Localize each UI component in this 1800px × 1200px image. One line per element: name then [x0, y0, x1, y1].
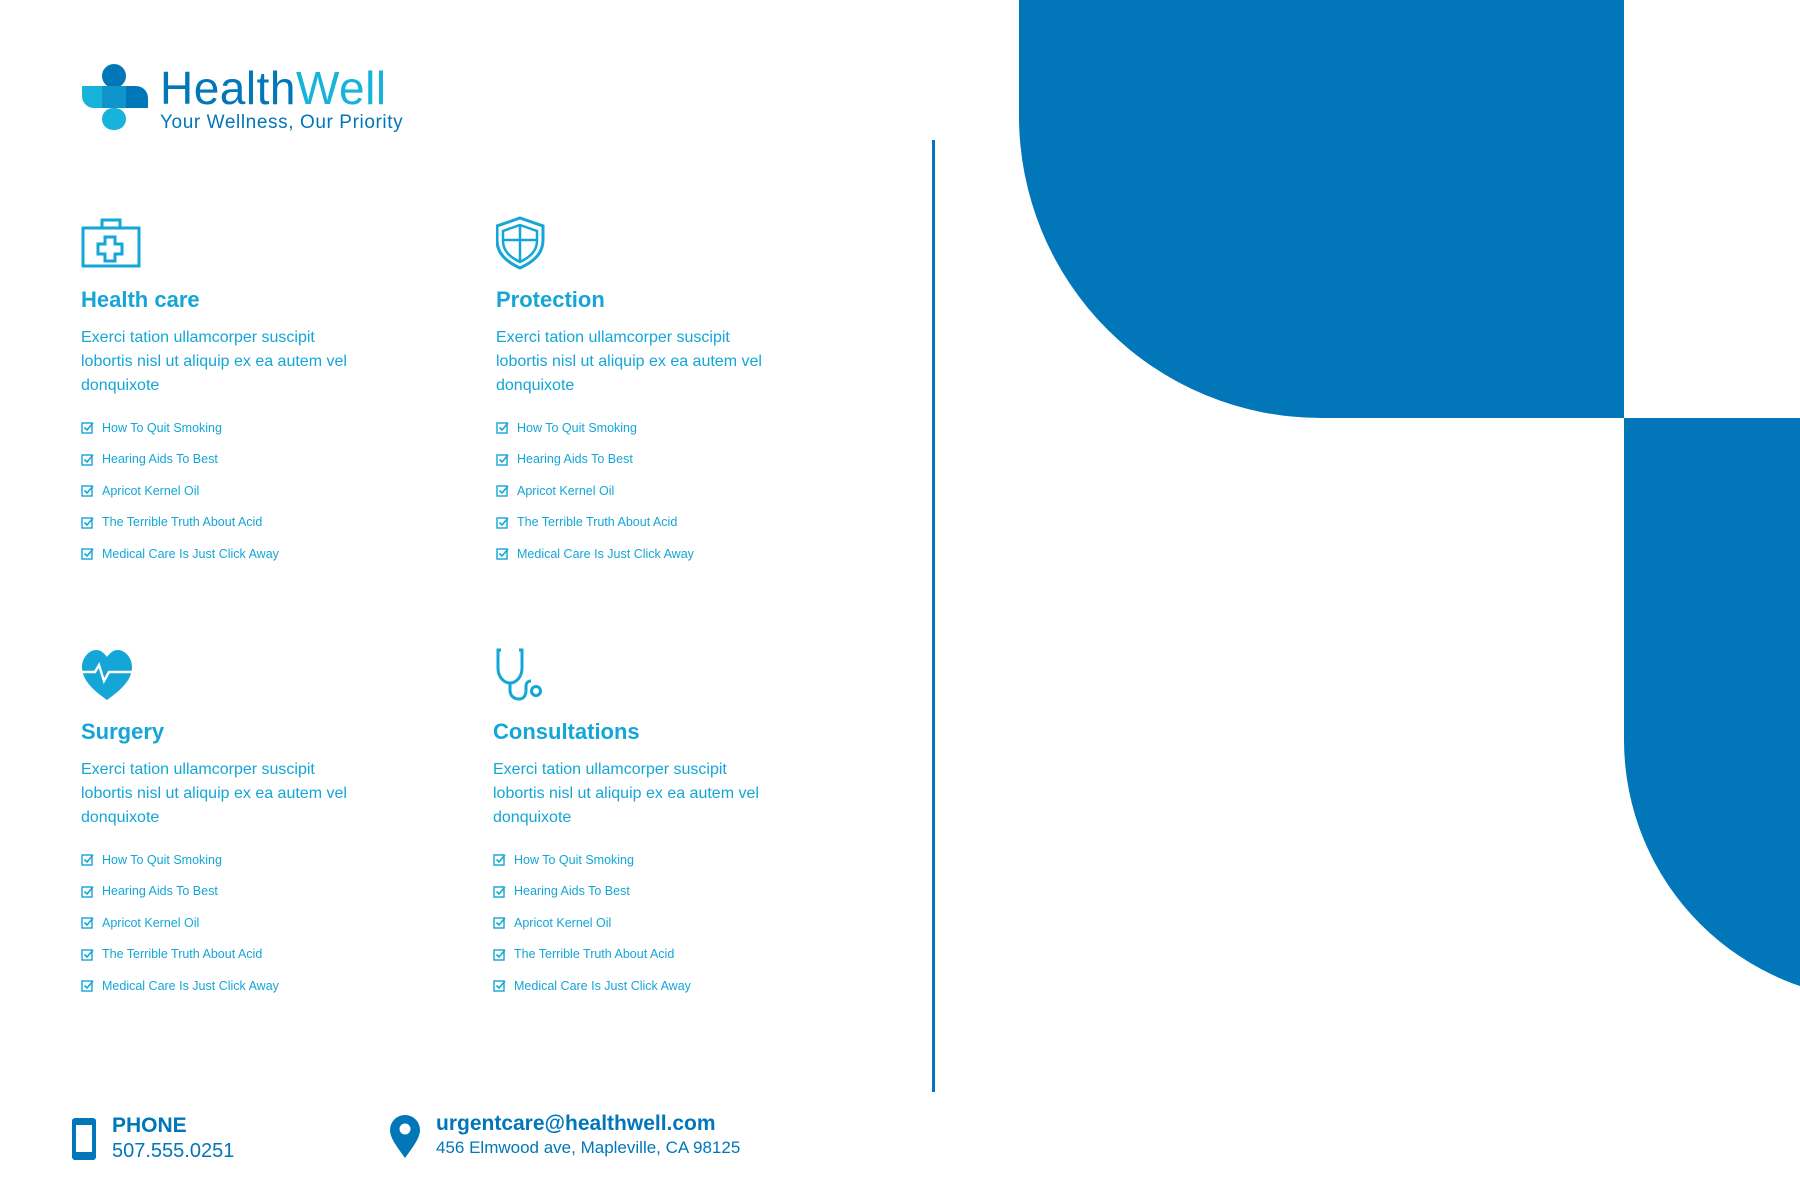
checklist-item-label: Hearing Aids To Best — [102, 452, 218, 467]
checklist-item — [81, 970, 441, 1002]
checklist-item — [81, 475, 441, 507]
service-card-protection — [496, 216, 856, 570]
service-description: Exerci tation ullamcorper suscipit lobortis nisl ut aliquip ex ea autem vel donquixote — [81, 761, 347, 826]
health-cross-logo-icon — [80, 62, 148, 132]
checkbox-icon — [496, 484, 509, 497]
checklist-item-label: Medical Care Is Just Click Away — [102, 546, 279, 561]
checklist-item-label: How To Quit Smoking — [517, 420, 637, 435]
service-checklist — [496, 412, 856, 570]
stethoscope-icon — [493, 648, 555, 702]
checklist-item — [493, 970, 853, 1002]
checkbox-icon — [493, 885, 506, 898]
checkbox-icon — [81, 484, 94, 497]
service-description: Exerci tation ullamcorper suscipit lobortis nisl ut aliquip ex ea autem vel donquixote — [493, 761, 759, 826]
phone-label: PHONE — [112, 1114, 187, 1137]
checkbox-icon — [496, 453, 509, 466]
checklist-item — [81, 412, 441, 444]
decorative-blue-shape-top — [1019, 0, 1624, 418]
checklist-item — [493, 844, 853, 876]
checkbox-icon — [493, 979, 506, 992]
checkbox-icon — [81, 547, 94, 560]
vertical-divider — [932, 140, 935, 1092]
checklist-item — [496, 538, 856, 570]
checkbox-icon — [81, 916, 94, 929]
checklist-item — [496, 507, 856, 539]
checklist-item — [81, 844, 441, 876]
checkbox-icon — [493, 916, 506, 929]
checklist-item-label: Apricot Kernel Oil — [102, 915, 200, 930]
checklist-item — [81, 538, 441, 570]
checklist-item — [496, 412, 856, 444]
checklist-item — [496, 444, 856, 476]
checklist-item-label: Medical Care Is Just Click Away — [514, 978, 691, 993]
checklist-item-label: Apricot Kernel Oil — [517, 483, 615, 498]
service-description: Exerci tation ullamcorper suscipit lobortis nisl ut aliquip ex ea autem vel donquixote — [81, 329, 347, 394]
checklist-item — [81, 507, 441, 539]
service-card-surgery — [81, 648, 441, 1002]
checklist-item-label: The Terrible Truth About Acid — [102, 515, 263, 530]
service-checklist — [81, 412, 441, 570]
checklist-item-label: Hearing Aids To Best — [102, 884, 218, 899]
checklist-item-label: Hearing Aids To Best — [514, 884, 630, 899]
service-title: Surgery — [81, 719, 165, 744]
brand-name — [160, 62, 403, 114]
first-aid-kit-icon — [81, 216, 143, 270]
checklist-item — [81, 444, 441, 476]
service-checklist — [81, 844, 441, 1002]
checkbox-icon — [493, 948, 506, 961]
brand-name-part1: Health — [160, 62, 296, 114]
checkbox-icon — [81, 948, 94, 961]
service-title: Consultations — [493, 719, 640, 744]
phone-number[interactable]: 507.555.0251 — [112, 1140, 235, 1162]
checklist-item — [496, 475, 856, 507]
checklist-item-label: The Terrible Truth About Acid — [102, 947, 263, 962]
checkbox-icon — [81, 979, 94, 992]
brand-tagline: Your Wellness, Our Priority — [160, 112, 404, 133]
logo — [80, 62, 403, 134]
phone-icon — [70, 1116, 98, 1162]
checklist-item — [81, 907, 441, 939]
address-contact — [388, 1112, 740, 1160]
street-address: 456 Elmwood ave, Mapleville, CA 98125 — [436, 1138, 741, 1157]
checklist-item — [493, 876, 853, 908]
checkbox-icon — [81, 453, 94, 466]
shield-icon — [496, 216, 558, 270]
checklist-item — [493, 939, 853, 971]
checklist-item-label: Apricot Kernel Oil — [514, 915, 612, 930]
brand-name-part2: Well — [295, 62, 387, 114]
checklist-item — [81, 876, 441, 908]
service-checklist — [493, 844, 853, 1002]
checkbox-icon — [496, 421, 509, 434]
checkbox-icon — [493, 853, 506, 866]
checklist-item-label: The Terrible Truth About Acid — [517, 515, 678, 530]
service-title: Protection — [496, 287, 605, 312]
checklist-item-label: Apricot Kernel Oil — [102, 483, 200, 498]
checkbox-icon — [81, 421, 94, 434]
location-pin-icon — [388, 1113, 422, 1159]
checklist-item-label: How To Quit Smoking — [102, 420, 222, 435]
checklist-item — [81, 939, 441, 971]
checklist-item-label: Medical Care Is Just Click Away — [517, 546, 694, 561]
checklist-item-label: How To Quit Smoking — [514, 852, 634, 867]
checklist-item — [493, 907, 853, 939]
service-description: Exerci tation ullamcorper suscipit lobortis nisl ut aliquip ex ea autem vel donquixote — [496, 329, 762, 394]
decorative-blue-shape-right — [1624, 418, 1800, 1000]
checklist-item-label: The Terrible Truth About Acid — [514, 947, 675, 962]
checkbox-icon — [81, 885, 94, 898]
checkbox-icon — [81, 853, 94, 866]
email-address[interactable]: urgentcare@healthwell.com — [436, 1112, 716, 1135]
heart-pulse-icon — [81, 648, 143, 702]
service-title: Health care — [81, 287, 200, 312]
checklist-item-label: Medical Care Is Just Click Away — [102, 978, 279, 993]
checkbox-icon — [81, 516, 94, 529]
checklist-item-label: How To Quit Smoking — [102, 852, 222, 867]
checklist-item-label: Hearing Aids To Best — [517, 452, 633, 467]
service-card-health-care — [81, 216, 441, 570]
service-card-consultations — [493, 648, 853, 1002]
checkbox-icon — [496, 516, 509, 529]
phone-contact — [70, 1114, 234, 1164]
checkbox-icon — [496, 547, 509, 560]
